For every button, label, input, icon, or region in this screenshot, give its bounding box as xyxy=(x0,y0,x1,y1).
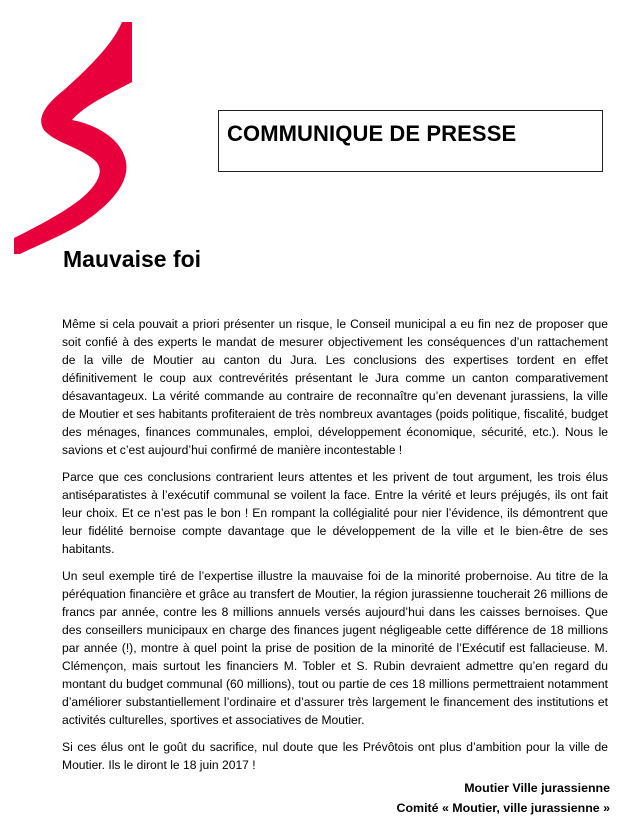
press-release-box xyxy=(218,110,603,172)
article-body xyxy=(62,315,608,783)
signature-committee: Comité « Moutier, ville jurassienne » xyxy=(396,801,610,815)
paragraph-2: Parce que ces conclusions contrarient leurs attentes et les privent de tout argument, les trois élus antiséparatistes à l’exécutif communal se voilent la face. Entre la vérité et leurs préjugés, ils ont fait leur choix. Et ce n’est pas le bon ! En rompant la collégialité pour nier l’évidence, ils démontrent que leur fidélité bernoise compte davantage que le développement de la ville et le bien-être de ses habitants. xyxy=(62,470,608,556)
paragraph-4: Si ces élus ont le goût du sacrifice, nul doute que les Prévôtois ont plus d’ambition pour la ville de Moutier. Ils le diront le 18 juin 2017 ! xyxy=(62,740,608,772)
paragraph-3: Un seul exemple tiré de l’expertise illustre la mauvaise foi de la minorité probernoise. Au titre de la péréquation financière et grâce au transfert de Moutier, la région jurassienne toucherait 26 millions de francs par année, contre les 8 millions annuels versés aujourd’hui dans les caisses bernoises. Que des conseillers municipaux en charge des finances jugent négligeable cette différence de 18 millions par année (!), montre à quel point la prise de position de la minorité de l’Exécutif est fallacieuse. M. Clémençon, mais surtout les financiers M. Tobler et S. Rubin devraient admettre qu’en regard du montant du budget communal (60 millions), tout ou partie de ces 18 millions permettraient notamment d’améliorer substantiellement l’ordinaire et d’assurer très largement le financement des institutions et activités culturelles, sportives et associatives de Moutier. xyxy=(62,569,608,727)
red-swirl-logo-icon xyxy=(14,22,132,254)
signature-organization: Moutier Ville jurassienne xyxy=(464,781,610,795)
press-release-title: COMMUNIQUE DE PRESSE xyxy=(227,121,517,146)
signature-block xyxy=(397,778,610,818)
article-headline: Mauvaise foi xyxy=(63,246,202,272)
paragraph-1: Même si cela pouvait a priori présenter un risque, le Conseil municipal a eu fin nez de proposer que soit confié à des experts le mandat de mesurer objectivement les conséquences d’un rattachement de la ville de Moutier au canton du Jura. Les conclusions des expertises tordent en effet définitivement le coup aux contrevérités présentant le Jura comme un canton comparativement désavantageux. La vérité commande au contraire de reconnaître qu’en devenant jurassiens, la ville de Moutier et ses habitants profiteraient de très nombreux avantages (poids politique, fiscalité, budget des ménages, finances communales, emploi, développement économique, sécurité, etc.). Nous le savions et c’est aujourd’hui confirmé de manière incontestable ! xyxy=(62,317,608,457)
